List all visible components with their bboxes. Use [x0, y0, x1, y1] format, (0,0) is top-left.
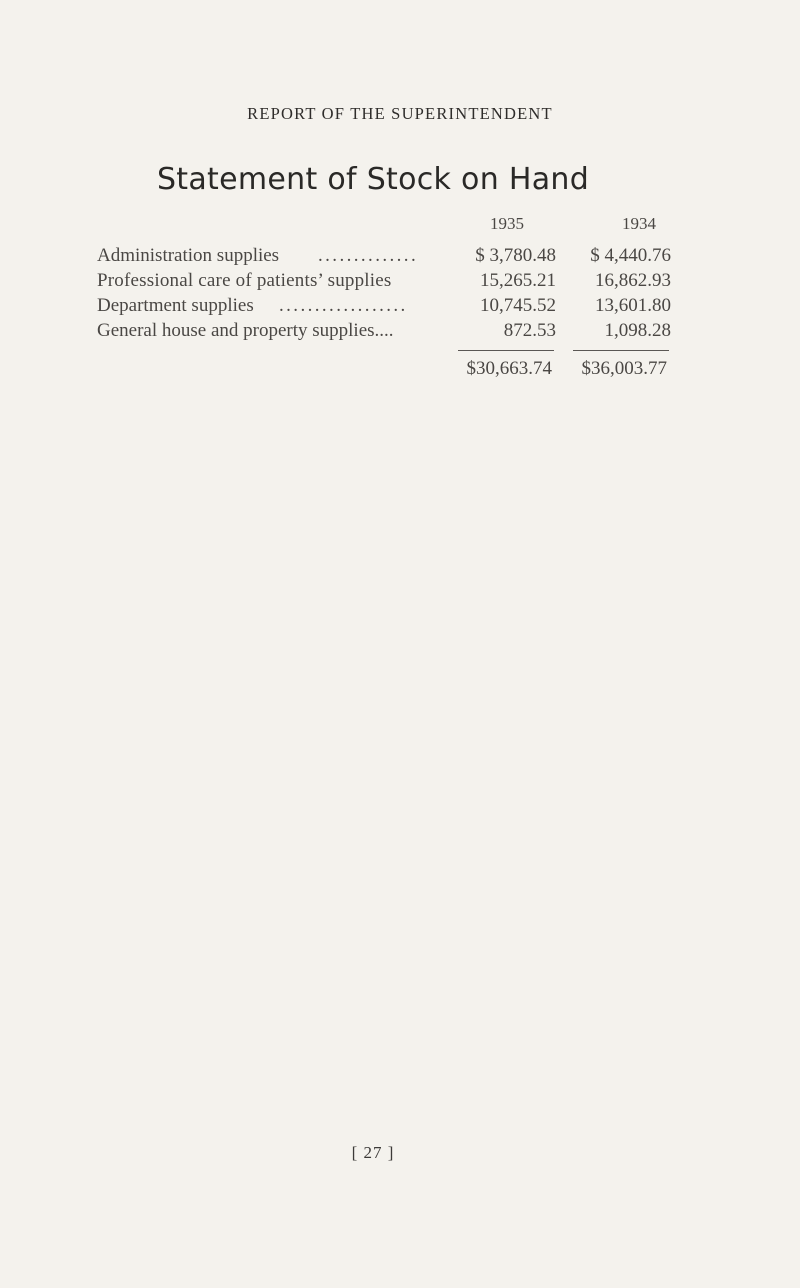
value-1935: $ 3,780.48	[475, 245, 556, 266]
value-1935: 15,265.21	[480, 270, 556, 291]
column-header-1935: 1935	[490, 214, 524, 233]
total-1935: $30,663.74	[466, 358, 552, 379]
row-label: Professional care of patients’ supplies	[97, 270, 392, 291]
page-number: [ 27 ]	[351, 1143, 395, 1162]
row-label: Department supplies	[97, 295, 254, 316]
value-1935: 872.53	[503, 320, 556, 341]
column-header-1934: 1934	[622, 214, 656, 233]
row-label: General house and property supplies....	[97, 320, 394, 341]
table-row-administration	[97, 245, 681, 271]
value-1935: 10,745.52	[480, 295, 556, 316]
total-rule-1934	[573, 350, 669, 351]
row-label: Administration supplies	[97, 245, 280, 266]
dot-leader: ..................	[279, 295, 408, 316]
table-row-professional-care	[97, 270, 681, 296]
value-1934: 16,862.93	[595, 270, 671, 291]
running-head: REPORT OF THE SUPERINTENDENT	[247, 104, 553, 123]
total-1934: $36,003.77	[581, 358, 667, 379]
total-rule-1935	[458, 350, 554, 351]
value-1934: $ 4,440.76	[590, 245, 671, 266]
page-title: Statement of Stock on Hand	[156, 162, 590, 197]
value-1934: 1,098.28	[604, 320, 671, 341]
value-1934: 13,601.80	[595, 295, 671, 316]
table-row-department	[97, 295, 681, 321]
table-row-general-house	[97, 320, 681, 346]
dot-leader: ..............	[318, 245, 419, 266]
